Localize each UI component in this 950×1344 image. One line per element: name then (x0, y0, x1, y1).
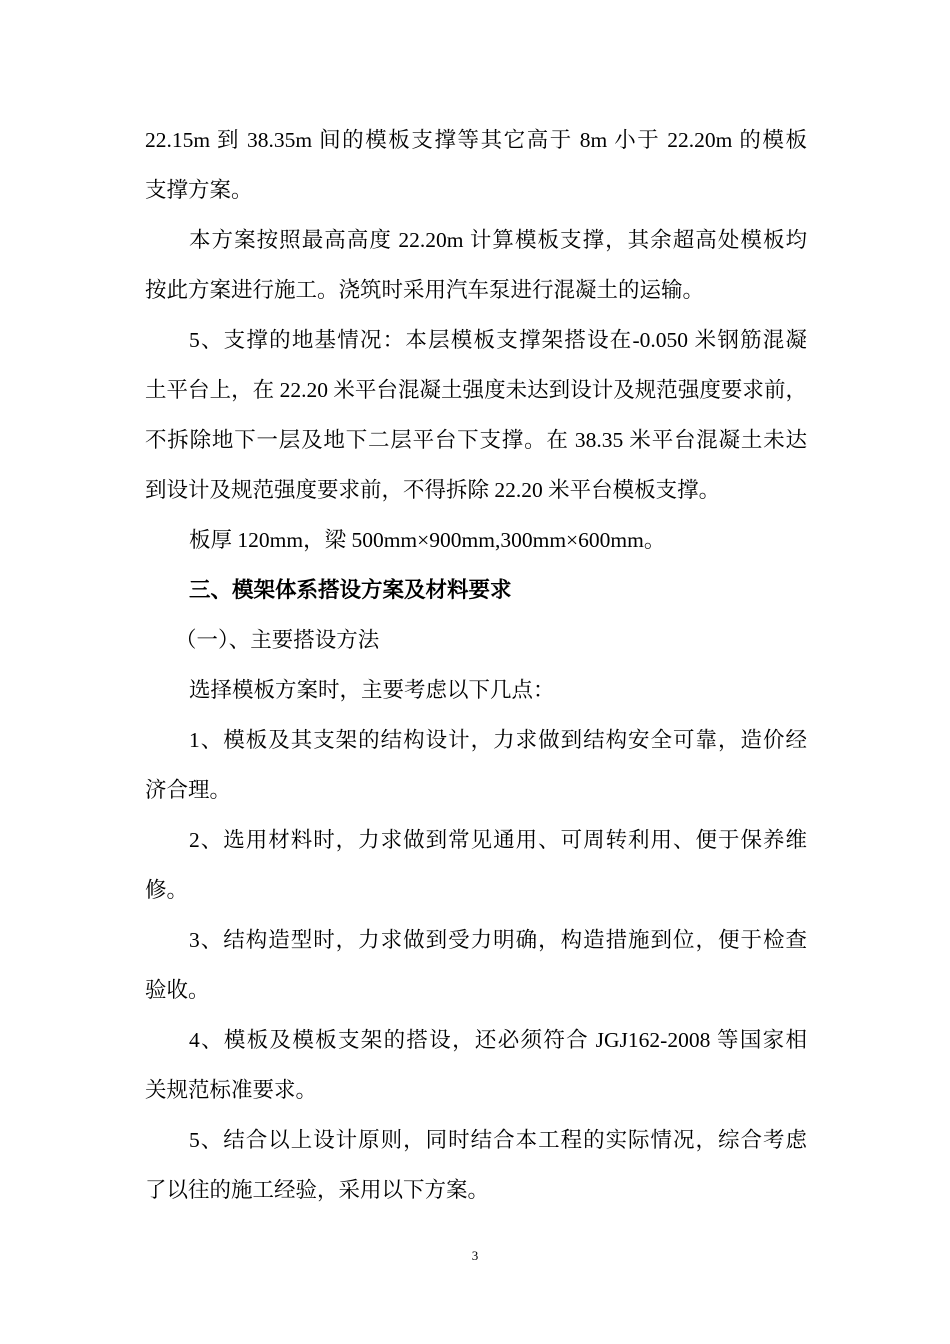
text-line: 三、模架体系搭设方案及材料要求 (189, 578, 512, 602)
paragraph (145, 515, 807, 565)
text-line: 5、结合以上设计原则，同时结合本工程的实际情况，综合考虑 (189, 1128, 807, 1152)
text-line: 2、选用材料时，力求做到常见通用、可周转利用、便于保养维 (189, 828, 807, 852)
paragraph (145, 115, 807, 215)
document-body (145, 115, 807, 1215)
paragraph (145, 1115, 807, 1215)
text-line: 5、支撑的地基情况：本层模板支撑架搭设在-0.050 米钢筋混凝 (189, 328, 807, 352)
text-line: 关规范标准要求。 (145, 1078, 318, 1102)
paragraph (145, 315, 807, 515)
text-line: 到设计及规范强度要求前，不得拆除 22.20 米平台模板支撑。 (145, 478, 721, 502)
text-line: 了以往的施工经验，采用以下方案。 (145, 1178, 490, 1202)
text-line: 4、模板及模板支架的搭设，还必须符合 JGJ162-2008 等国家相 (189, 1028, 807, 1052)
text-line: （一）、主要搭设方法 (175, 628, 380, 652)
text-line: 济合理。 (145, 778, 232, 802)
paragraph (145, 915, 807, 1015)
text-line: 板厚 120mm，梁 500mm×900mm,300mm×600mm。 (189, 528, 666, 552)
paragraph (145, 1015, 807, 1115)
text-line: 验收。 (145, 978, 210, 1002)
text-line: 选择模板方案时，主要考虑以下几点： (189, 678, 555, 702)
text-line: 3、结构造型时，力求做到受力明确，构造措施到位，便于检查 (189, 928, 807, 952)
text-line: 支撑方案。 (145, 178, 253, 202)
section-heading (145, 565, 807, 615)
text-line: 按此方案进行施工。浇筑时采用汽车泵进行混凝土的运输。 (145, 278, 705, 302)
text-line: 本方案按照最高高度 22.20m 计算模板支撑，其余超高处模板均 (189, 228, 807, 252)
page-number: 3 (471, 1248, 479, 1263)
text-line: 不拆除地下一层及地下二层平台下支撑。在 38.35 米平台混凝土未达 (145, 428, 807, 452)
paragraph (145, 715, 807, 815)
subsection-heading (145, 615, 807, 665)
paragraph (145, 215, 807, 315)
text-line: 1、模板及其支架的结构设计，力求做到结构安全可靠，造价经 (189, 728, 807, 752)
text-line: 修。 (145, 878, 189, 902)
paragraph (145, 665, 807, 715)
paragraph (145, 815, 807, 915)
text-line: 土平台上，在 22.20 米平台混凝土强度未达到设计及规范强度要求前， (145, 378, 807, 402)
text-line: 22.15m 到 38.35m 间的模板支撑等其它高于 8m 小于 22.20m 的模板 (145, 128, 807, 152)
